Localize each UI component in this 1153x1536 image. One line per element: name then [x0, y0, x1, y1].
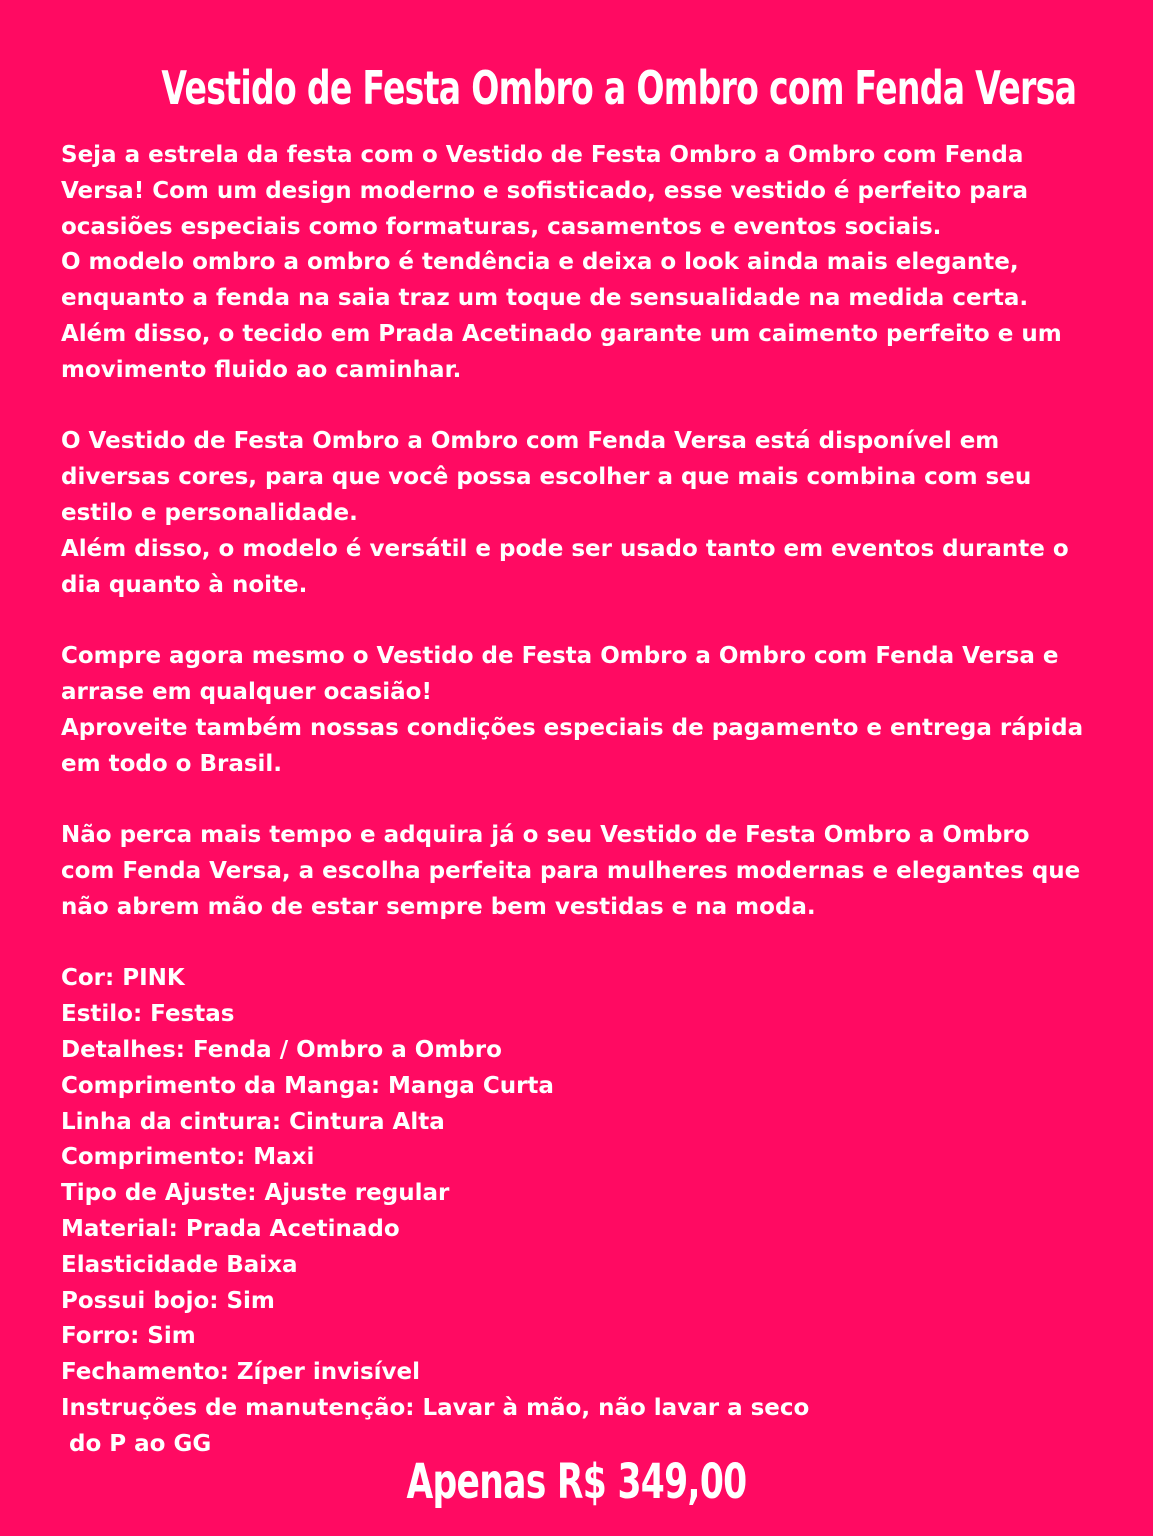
text-line: Versa! Com um design moderno e sofisticado, esse vestido é perfeito para	[61, 177, 1029, 204]
text-line: movimento fluido ao caminhar.	[61, 356, 462, 383]
text-line: diversas cores, para que você possa escolher a que mais combina com seu	[61, 464, 1032, 491]
text-line: Aproveite também nossas condições especiais de pagamento e entrega rápida	[61, 714, 1084, 741]
spec-sleeve-length: Comprimento da Manga: Manga Curta	[61, 1072, 554, 1099]
spec-material: Material: Prada Acetinado	[61, 1215, 400, 1242]
paragraph-spacer	[61, 389, 1091, 425]
description-paragraph-4	[61, 818, 1091, 925]
spec-style: Estilo: Festas	[61, 1001, 235, 1028]
text-line: Não perca mais tempo e adquira já o seu Vestido de Festa Ombro a Ombro	[61, 822, 1030, 849]
paragraph-spacer	[61, 603, 1091, 639]
spec-sizes: do P ao GG	[61, 1430, 212, 1457]
product-description	[61, 138, 1091, 1462]
spec-elasticity: Elasticidade Baixa	[61, 1251, 298, 1278]
text-line: Seja a estrela da festa com o Vestido de Festa Ombro a Ombro com Fenda	[61, 142, 1024, 168]
text-line: dia quanto à noite.	[61, 571, 308, 598]
text-line: não abrem mão de estar sempre bem vestidas e na moda.	[61, 893, 816, 920]
spec-padding: Possui bojo: Sim	[61, 1287, 275, 1314]
text-line: enquanto a fenda na saia traz um toque de sensualidade na medida certa.	[61, 285, 1029, 312]
product-title: Vestido de Festa Ombro a Ombro com Fenda Versa	[161, 61, 1077, 115]
description-paragraph-3	[61, 639, 1091, 782]
paragraph-spacer	[61, 782, 1091, 818]
text-line: ocasiões especiais como formaturas, casamentos e eventos sociais.	[61, 213, 942, 240]
spec-length: Comprimento: Maxi	[61, 1144, 315, 1171]
text-line: em todo o Brasil.	[61, 750, 283, 777]
description-paragraph-1	[61, 138, 1091, 389]
spec-care-instructions: Instruções de manutenção: Lavar à mão, não lavar a seco	[61, 1394, 810, 1421]
text-line: com Fenda Versa, a escolha perfeita para mulheres modernas e elegantes que	[61, 857, 1081, 884]
spec-fit-type: Tipo de Ajuste: Ajuste regular	[61, 1180, 450, 1207]
spec-details: Detalhes: Fenda / Ombro a Ombro	[61, 1036, 502, 1063]
price-label: Apenas R$ 349,00	[406, 1454, 747, 1510]
text-line: estilo e personalidade.	[61, 499, 358, 526]
spec-closure: Fechamento: Zíper invisível	[61, 1359, 421, 1386]
description-paragraph-2	[61, 424, 1091, 603]
text-line: Compre agora mesmo o Vestido de Festa Ombro a Ombro com Fenda Versa e	[61, 643, 1059, 670]
text-line: O modelo ombro a ombro é tendência e deixa o look ainda mais elegante,	[61, 249, 1019, 276]
text-line: Além disso, o tecido em Prada Acetinado garante um caimento perfeito e um	[61, 320, 1062, 347]
spec-lining: Forro: Sim	[61, 1323, 196, 1350]
paragraph-spacer	[61, 926, 1091, 962]
product-specs-list	[61, 961, 1091, 1462]
spec-color: Cor: PINK	[61, 965, 185, 992]
spec-waistline: Linha da cintura: Cintura Alta	[61, 1108, 445, 1135]
text-line: arrase em qualquer ocasião!	[61, 678, 432, 705]
text-line: O Vestido de Festa Ombro a Ombro com Fenda Versa está disponível em	[61, 428, 1000, 455]
text-line: Além disso, o modelo é versátil e pode ser usado tanto em eventos durante o	[61, 535, 1069, 562]
